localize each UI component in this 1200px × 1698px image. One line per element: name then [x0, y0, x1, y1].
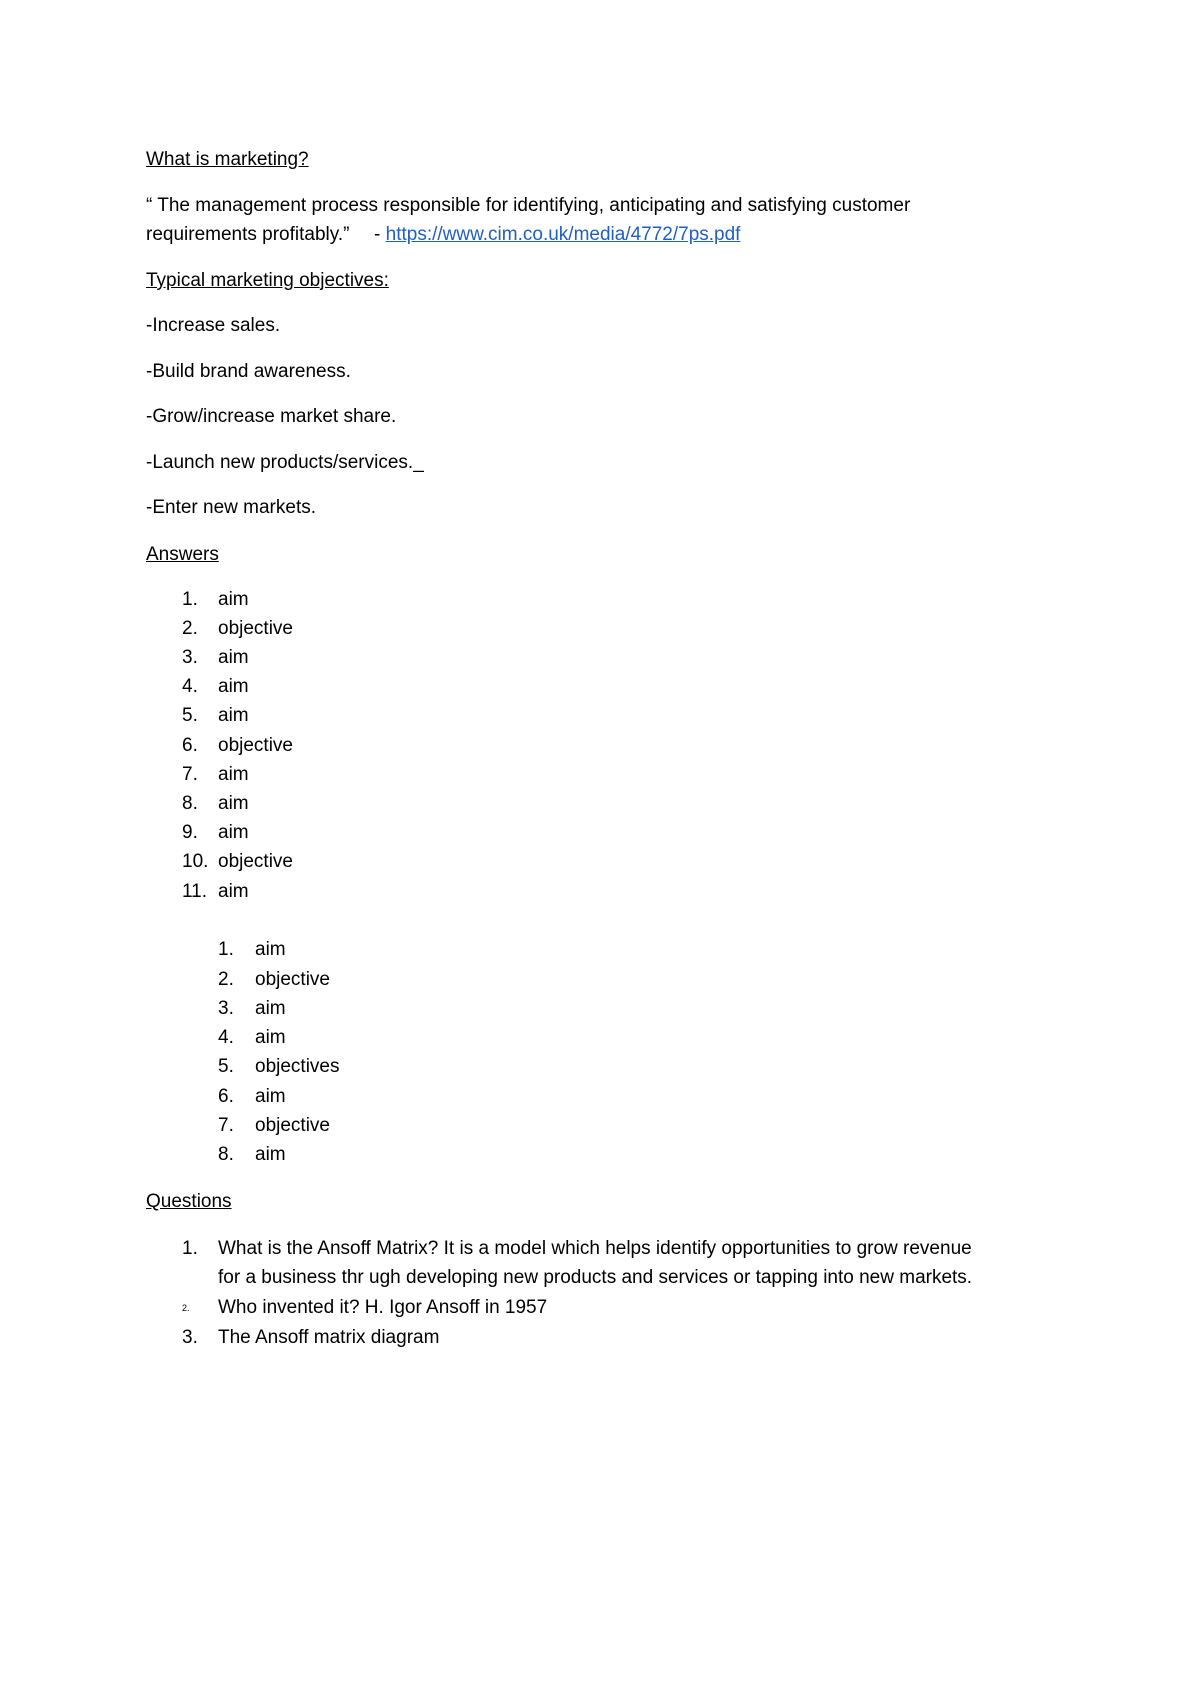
question-3: The Ansoff matrix diagram — [218, 1327, 440, 1348]
objective-item: -Build brand awareness. — [146, 361, 351, 382]
list-item: aim — [218, 705, 249, 726]
list-item: objectives — [255, 1056, 340, 1077]
list-number: 6. — [218, 1086, 234, 1107]
definition-line-1: “ The management process responsible for identifying, anticipating and satisfying customer — [146, 195, 911, 216]
list-item: objective — [255, 969, 330, 990]
objective-item: -Increase sales. — [146, 315, 281, 336]
list-number: 2. — [182, 618, 198, 639]
list-item: aim — [255, 1027, 286, 1048]
list-item: aim — [218, 793, 249, 814]
list-item: aim — [218, 647, 249, 668]
list-number: 9. — [182, 822, 198, 843]
list-item: objective — [218, 618, 293, 639]
list-number: 10. — [182, 851, 209, 872]
definition-dash: - — [374, 224, 381, 245]
list-number: 5. — [182, 705, 198, 726]
objective-item: -Grow/increase market share. — [146, 406, 397, 427]
list-item: aim — [255, 939, 286, 960]
list-number: 2. — [218, 969, 234, 990]
list-item: aim — [218, 764, 249, 785]
list-number: 1. — [218, 939, 234, 960]
list-number: 4. — [218, 1027, 234, 1048]
cim-source-link[interactable]: https://www.cim.co.uk/media/4772/7ps.pdf — [385, 224, 741, 245]
list-item: objective — [218, 735, 293, 756]
question-2: Who invented it? H. Igor Ansoff in 1957 — [218, 1297, 548, 1318]
list-item: aim — [255, 998, 286, 1019]
question-1-line-1: What is the Ansoff Matrix? It is a model which helps identify opportunities to grow revenue — [218, 1238, 972, 1259]
list-item: objective — [218, 851, 293, 872]
list-number: 7. — [218, 1115, 234, 1136]
answers-heading: Answers — [146, 544, 219, 565]
list-item: aim — [255, 1144, 286, 1165]
list-number: 1. — [182, 1238, 198, 1259]
list-item: objective — [255, 1115, 330, 1136]
list-number: 11. — [182, 881, 208, 902]
list-item: aim — [255, 1086, 286, 1107]
list-number: 5. — [218, 1056, 234, 1077]
list-number: 7. — [182, 764, 198, 785]
list-number: 3. — [182, 1327, 198, 1348]
list-item: aim — [218, 589, 249, 610]
definition-quote-end: requirements profitably.” — [146, 224, 350, 245]
definition-line-2 — [146, 223, 740, 247]
list-number: 6. — [182, 735, 198, 756]
list-number: 4. — [182, 676, 198, 697]
list-number: 1. — [182, 589, 198, 610]
list-number: 3. — [218, 998, 234, 1019]
list-item: aim — [218, 676, 249, 697]
objective-item: -Launch new products/services._ — [146, 452, 424, 473]
question-1-line-2: for a business thr ugh developing new products and services or tapping into new markets. — [218, 1267, 973, 1288]
heading-what-is-marketing: What is marketing? — [146, 149, 309, 170]
list-number: 3. — [182, 647, 198, 668]
objective-item: -Enter new markets. — [146, 497, 316, 518]
list-item: aim — [218, 881, 249, 902]
list-number: 8. — [218, 1144, 234, 1165]
list-number: 8. — [182, 793, 198, 814]
questions-heading: Questions — [146, 1191, 232, 1212]
objectives-heading: Typical marketing objectives: — [146, 270, 389, 291]
list-item: aim — [218, 822, 249, 843]
list-number: 2. — [182, 1303, 190, 1313]
